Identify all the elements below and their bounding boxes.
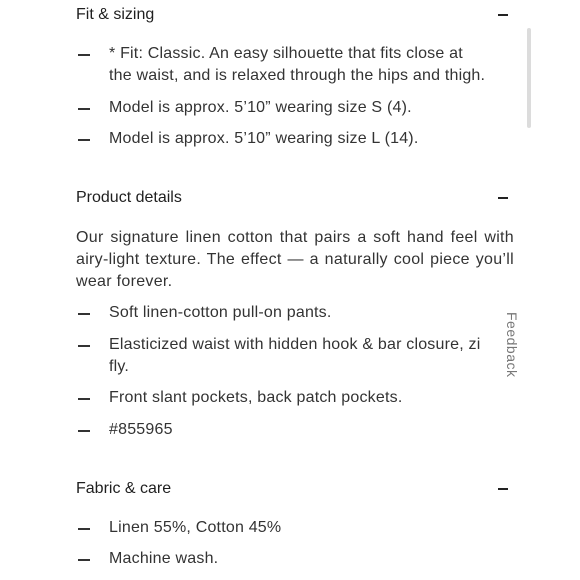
bullet-dash	[76, 43, 109, 65]
bullet-dash	[76, 517, 109, 539]
list-item-text: Elasticized waist with hidden hook & bar closure, zi fly.	[109, 336, 481, 375]
list-item	[76, 387, 496, 409]
product-description: Our signature linen cotton that pairs a soft hand feel with airy-light texture. The effect — a naturally cool piece you’ll wear forever.	[76, 229, 514, 290]
list-item	[76, 548, 496, 570]
list-item-text: Front slant pockets, back patch pockets.	[109, 389, 403, 406]
list-item	[76, 43, 496, 87]
list-item-text: Model is approx. 5’10” wearing size L (14).	[109, 130, 419, 147]
fit-sizing-header[interactable]	[76, 3, 508, 27]
scrollbar-thumb[interactable]	[527, 28, 531, 128]
list-item	[76, 128, 496, 150]
minus-icon[interactable]	[498, 197, 508, 199]
list-item-text: Machine wash.	[109, 550, 219, 567]
bullet-dash	[76, 302, 109, 324]
bullet-dash	[76, 97, 109, 119]
bullet-dash	[76, 334, 109, 356]
fabric-care-title: Fabric & care	[76, 480, 172, 497]
list-item-text: Model is approx. 5’10” wearing size S (4).	[109, 99, 412, 116]
product-details-header[interactable]	[76, 186, 508, 210]
list-item	[76, 97, 496, 119]
bullet-dash	[76, 128, 109, 150]
fabric-care-header[interactable]	[76, 477, 508, 501]
minus-icon[interactable]	[498, 14, 508, 16]
list-item	[76, 334, 496, 378]
list-item	[76, 302, 496, 324]
list-item-text: * Fit: Classic. An easy silhouette that fits close at the waist, and is relaxed through the hips and thigh.	[109, 45, 486, 84]
minus-icon[interactable]	[498, 488, 508, 490]
feedback-tab[interactable]	[500, 310, 524, 380]
list-item-text: #855965	[109, 421, 173, 438]
bullet-dash	[76, 548, 109, 570]
bullet-dash	[76, 387, 109, 409]
list-item	[76, 419, 496, 441]
list-item	[76, 517, 496, 539]
list-item-text: Linen 55%, Cotton 45%	[109, 519, 282, 536]
feedback-label: Feedback	[504, 312, 520, 378]
list-item-text: Soft linen-cotton pull-on pants.	[109, 304, 332, 321]
bullet-dash	[76, 419, 109, 441]
fit-sizing-title: Fit & sizing	[76, 6, 155, 23]
product-details-title: Product details	[76, 189, 182, 206]
